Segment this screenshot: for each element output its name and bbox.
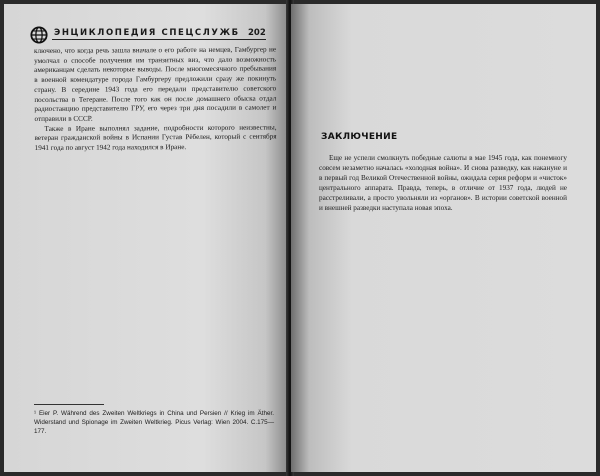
right-page (291, 4, 596, 472)
header-rule (52, 39, 266, 40)
left-page (4, 4, 288, 472)
left-body-text (34, 46, 277, 154)
page-number: 202 (248, 28, 266, 38)
paragraph: Также в Иране выполнял задание, подробности которого неизвестны, ветеран гражданской войны в Испании Густав Рёбелен, который с сентября 1941 года по август 1942 года находился в Иране. (34, 123, 277, 153)
paragraph: ключено, что когда речь зашла вначале о его работе на немцев, Гамбургер не умолчал о способе получения им транзитных виз, что дало возможность американцам сделать некоторые выводы. После многомесячного пребывания в военной комендатуре города Гамбургеру предложили сразу же покинуть страну. В середине 1943 года его передали представителю советского посольства в Тегеране. После того как он после домашнего обыска отдал радиостанцию представителю ГРУ, его через три дня посадили в самолет и отправили в СССР. (34, 45, 277, 123)
section-title: ЗАКЛЮЧЕНИЕ (321, 132, 398, 142)
footnote-rule (34, 404, 104, 405)
footnote: ¹ Eier P. Während des Zweiten Weltkriegs in China und Persien // Krieg im Äther. Widerstand und Spionage im Zweiten Weltkrieg. Picus Verlag: Wien 2004. С.175—177. (34, 410, 274, 435)
paragraph: Еще не успели смолкнуть победные салюты в мае 1945 года, как понемногу совсем незаметно началась «холодная война». И снова разведку, как накануне и в первый год Великой Отечественной войны, ожидала серия реформ и «чисток» центрального аппарата. Правда, теперь, в отличие от 1937 года, людей не расстреливали, а просто увольняли из «органов». В истории советской военной и внешней разведки наступала новая эпоха. (319, 154, 567, 212)
running-head: ЭНЦИКЛОПЕДИЯ СПЕЦСЛУЖБ (54, 28, 240, 38)
globe-icon (30, 26, 48, 44)
right-body-text (319, 153, 567, 213)
